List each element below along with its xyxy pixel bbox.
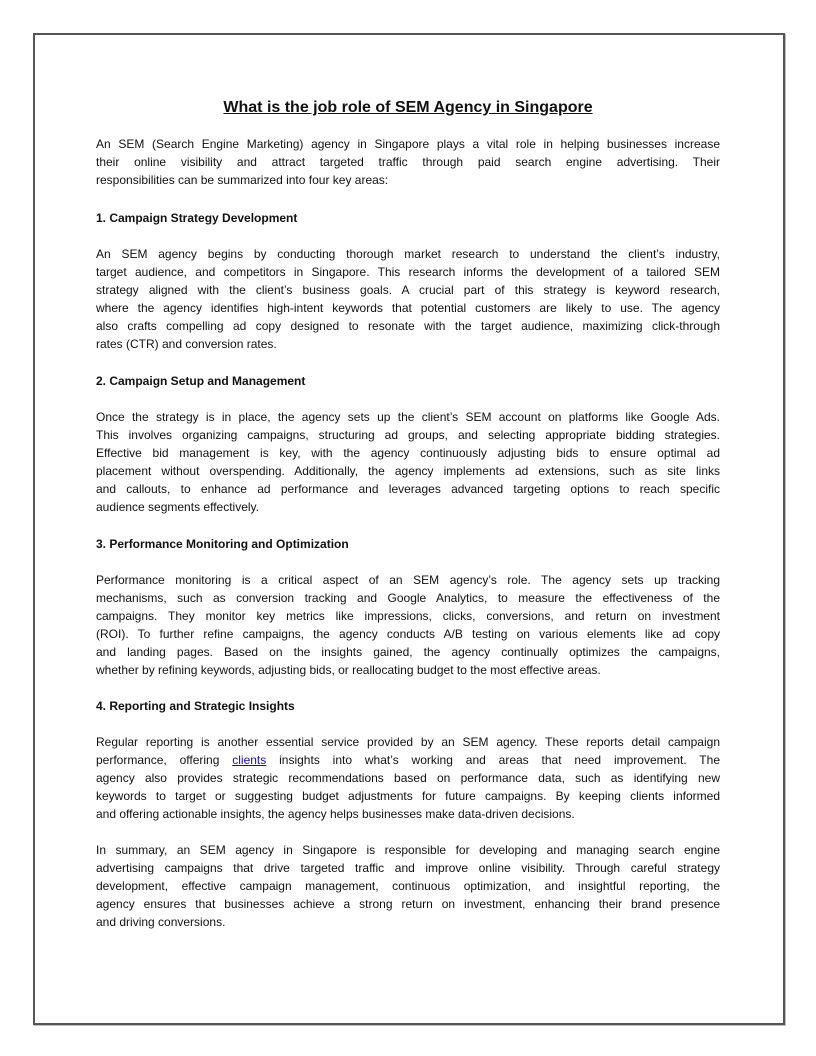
text-line <box>96 643 720 661</box>
reporting-paragraph <box>96 733 720 823</box>
text-line <box>96 317 720 335</box>
text-segment: and offering actionable insights, the agency helps businesses make data-driven decisions. <box>96 807 575 821</box>
text-line <box>96 135 720 153</box>
text-segment: Once the strategy is in place, the agency sets up the client’s SEM account on platforms like Google Ads. <box>96 410 720 424</box>
text-segment: An SEM agency begins by conducting thorough market research to understand the client’s industry, <box>96 247 720 261</box>
text-line <box>96 625 720 643</box>
text-line <box>96 480 720 498</box>
text-line <box>96 281 720 299</box>
document-title: What is the job role of SEM Agency in Singapore <box>223 99 593 116</box>
text-line <box>96 426 720 444</box>
heading-campaign-strategy: 1. Campaign Strategy Development <box>96 211 298 225</box>
strategy-paragraph <box>96 245 720 353</box>
text-line <box>96 895 720 913</box>
text-segment: their online visibility and attract targeted traffic through paid search engine advertising. Their <box>96 155 720 169</box>
text-segment: and landing pages. Based on the insights gained, the agency continually optimizes the campaigns, <box>96 645 720 659</box>
text-segment: advertising campaigns that drive targeted traffic and improve online visibility. Through careful strategy <box>96 861 720 875</box>
text-segment: also crafts compelling ad copy designed to resonate with the target audience, maximizing click-through <box>96 319 720 333</box>
text-segment: placement without overspending. Additionally, the agency implements ad extensions, such as site links <box>96 464 720 478</box>
text-line <box>96 589 720 607</box>
text-segment: and callouts, to enhance ad performance and leverages advanced targeting options to reach specific <box>96 482 720 496</box>
text-line <box>96 733 720 751</box>
text-line <box>96 444 720 462</box>
text-segment: development, effective campaign management, continuous optimization, and insightful reporting, the <box>96 879 720 893</box>
heading-reporting: 4. Reporting and Strategic Insights <box>96 699 295 713</box>
text-line <box>96 805 720 823</box>
text-segment: This involves organizing campaigns, structuring ad groups, and selecting appropriate bidding strategies. <box>96 428 720 442</box>
intro-paragraph <box>96 135 720 189</box>
heading-performance-monitoring: 3. Performance Monitoring and Optimization <box>96 537 349 551</box>
text-line <box>96 661 720 679</box>
text-line <box>96 787 720 805</box>
text-line <box>96 263 720 281</box>
text-line <box>96 299 720 317</box>
text-segment: performance, offering <box>96 753 233 767</box>
text-line <box>96 841 720 859</box>
setup-paragraph <box>96 408 720 516</box>
text-segment: Performance monitoring is a critical aspect of an SEM agency’s role. The agency sets up tracking <box>96 573 720 587</box>
text-segment: rates (CTR) and conversion rates. <box>96 337 277 351</box>
text-line <box>96 913 720 931</box>
monitoring-paragraph <box>96 571 720 679</box>
text-segment: audience segments effectively. <box>96 500 259 514</box>
text-line <box>96 769 720 787</box>
text-segment: and driving conversions. <box>96 915 226 929</box>
text-segment: mechanisms, such as conversion tracking and Google Analytics, to measure the effectiveness of the <box>96 591 720 605</box>
text-segment: insights into what’s working and areas that need improvement. The <box>266 753 720 767</box>
text-line <box>96 171 720 189</box>
text-segment: target audience, and competitors in Singapore. This research informs the development of a tailored SEM <box>96 265 720 279</box>
text-segment: strategy aligned with the client’s business goals. A crucial part of this strategy is keyword research, <box>96 283 720 297</box>
text-line <box>96 335 720 353</box>
text-line <box>96 462 720 480</box>
text-line <box>96 877 720 895</box>
text-line <box>96 607 720 625</box>
text-line <box>96 571 720 589</box>
text-segment: agency also provides strategic recommendations based on performance data, such as identifying new <box>96 771 720 785</box>
summary-paragraph <box>96 841 720 931</box>
text-line <box>96 245 720 263</box>
text-segment: campaigns. They monitor key metrics like impressions, clicks, conversions, and return on investment <box>96 609 720 623</box>
text-segment: responsibilities can be summarized into four key areas: <box>96 173 389 187</box>
text-line <box>96 408 720 426</box>
text-segment: Regular reporting is another essential service provided by an SEM agency. These reports detail campaign <box>96 735 720 749</box>
text-segment: whether by refining keywords, adjusting bids, or reallocating budget to the most effective areas. <box>96 663 601 677</box>
text-segment: Effective bid management is key, with the agency continuously adjusting bids to ensure optimal ad <box>96 446 720 460</box>
text-segment: In summary, an SEM agency in Singapore is responsible for developing and managing search engine <box>96 843 720 857</box>
clients-link[interactable]: clients <box>232 753 267 767</box>
heading-campaign-setup: 2. Campaign Setup and Management <box>96 374 306 388</box>
text-segment: where the agency identifies high-intent keywords that potential customers are likely to use. The agency <box>96 301 720 315</box>
text-line <box>96 859 720 877</box>
text-line <box>96 498 720 516</box>
text-segment: agency ensures that businesses achieve a strong return on investment, enhancing their brand presence <box>96 897 720 911</box>
text-segment: keywords to target or suggesting budget adjustments for future campaigns. By keeping clients informed <box>96 789 720 803</box>
text-segment: (ROI). To further refine campaigns, the agency conducts A/B testing on various elements like ad copy <box>96 627 720 641</box>
text-line <box>96 153 720 171</box>
text-line <box>96 751 720 769</box>
text-segment: An SEM (Search Engine Marketing) agency in Singapore plays a vital role in helping businesses increase <box>96 137 720 151</box>
